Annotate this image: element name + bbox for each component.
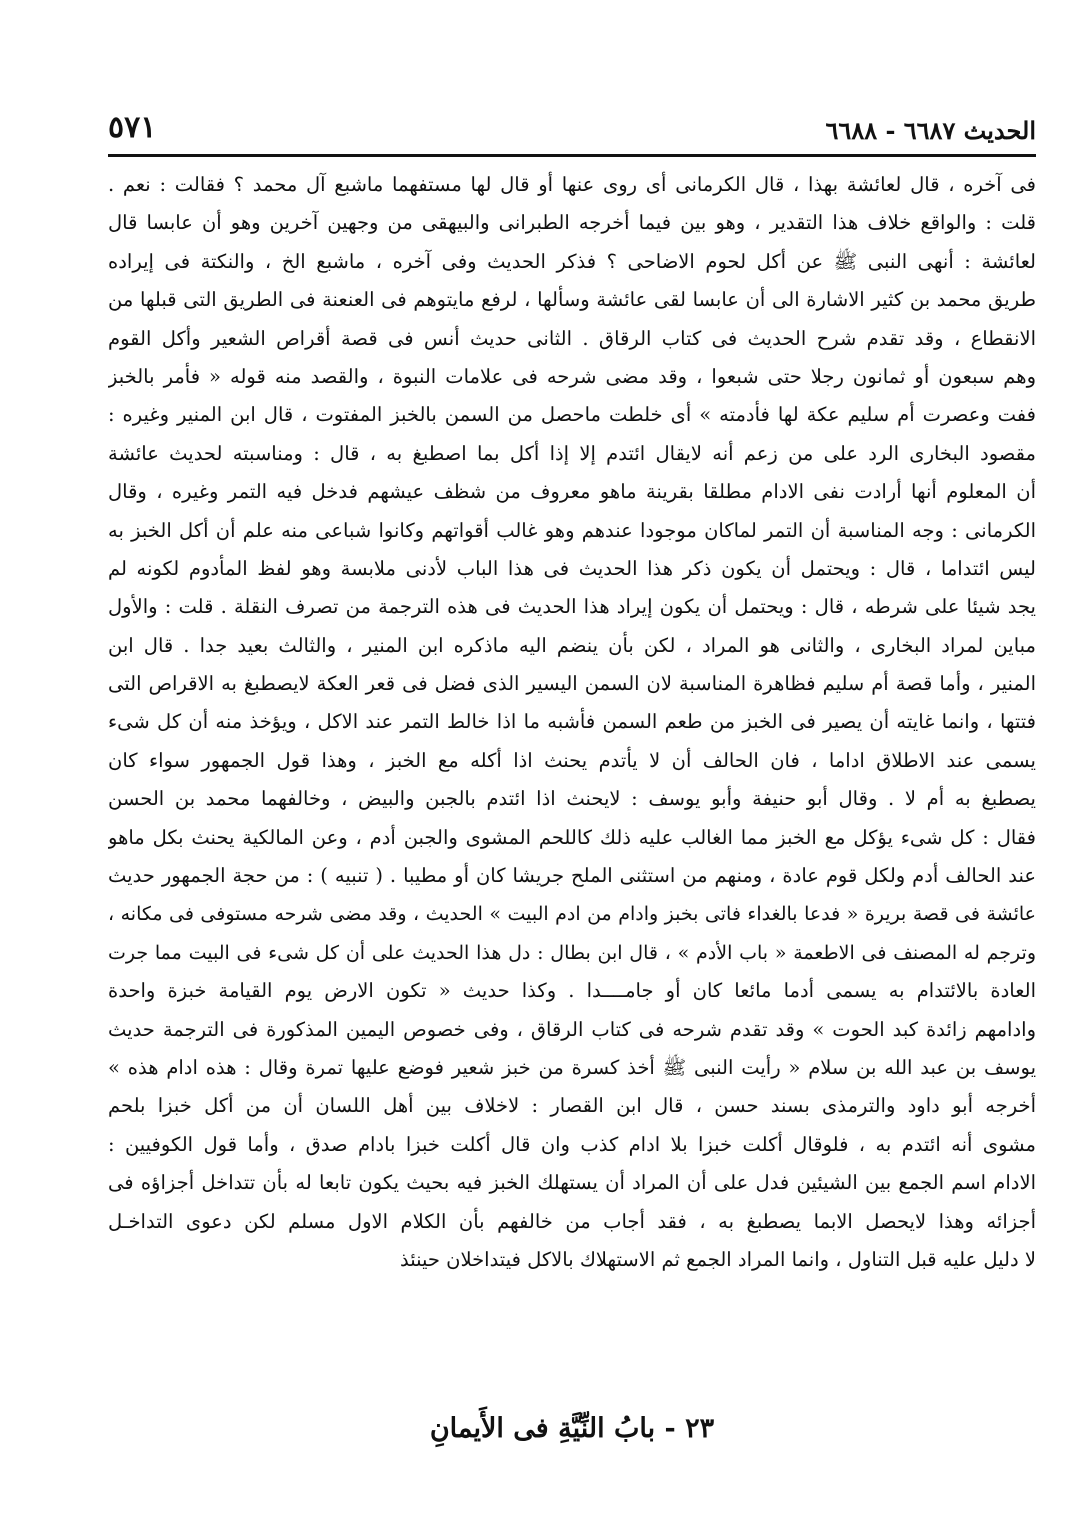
text-line: الادام اسم الجمع بين الشيئين فدل على أن المراد أن يستهلك الخبز فيه بحيث يكون تابعا له بأن تتداخل أجزاؤه فى	[108, 1171, 1036, 1195]
text-line: يسمى عند الاطلاق اداما ، فان الحالف أن لا يأتدم يحنث اذا أكله مع الخبز ، وهذا قول الجمهور سواء كان	[108, 748, 1036, 772]
text-line: فى آخره ، قال لعائشة بهذا ، قال الكرمانى أى روى عنها أو قال لها مستفهما ماشبع آل محمد ؟ فقالت : نعم .	[108, 173, 1036, 196]
running-header	[108, 110, 1036, 154]
text-line: وادامهم زائدة كبد الحوت » وقد تقدم شرحه فى كتاب الرقاق ، وفى خصوص اليمين المذكورة فى الترجمة حديث	[108, 1017, 1036, 1041]
text-line: يوسف بن عبد الله بن سلام « رأيت النبى ﷺ أخذ كسرة من خبز شعير فوضع عليها تمرة وقال : هذه ادام هذه »	[108, 1055, 1036, 1079]
text-line: لعائشة : أنهى النبى ﷺ عن أكل لحوم الاضاحى ؟ فذكر الحديث وفى آخره ، ماشبع الخ ، والنكتة فى إيراده	[108, 249, 1036, 273]
text-line: ليس ائتداما ، قال : ويحتمل أن يكون ذكر هذا الحديث فى هذا الباب لأدنى ملابسة وهو لفظ المأدوم لكونه لم	[108, 556, 1036, 580]
text-line: الكرمانى : وجه المناسبة أن التمر لماكان موجودا عندهم وهو غالب أقواتهم وكانوا شباعى منه علم أن أكل الخبز به	[108, 518, 1036, 542]
text-line: لا دليل عليه قبل التناول ، وانما المراد الجمع ثم الاستهلاك بالاكل فيتداخلان حينئذ	[400, 1247, 1036, 1271]
text-line: طريق محمد بن كثير الاشارة الى أن عابسا لقى عائشة وسألها ، لرفع مايتوهم فى العنعنة فى الطريق التى قبلها من	[108, 288, 1036, 312]
text-line: قلت : والواقع خلاف هذا التقدير ، وهو بين فيما أخرجه الطبرانى والبيهقى من وجهين آخرين وهو أن عابسا قال	[108, 211, 1036, 235]
text-line: الانقطاع ، وقد تقدم شرح الحديث فى كتاب الرقاق . الثانى حديث أنس فى قصة أقراص الشعير وأكل القوم	[108, 326, 1036, 350]
text-line: عائشة فى قصة بريرة « فدعا بالغداء فاتى بخبز وادام من ادم البيت » الحديث ، وقد مضى شرحه مستوفى فى مكانه ،	[108, 903, 1036, 926]
text-line: عند الحالف أدم ولكل قوم عادة ، ومنهم من استثنى الملح جريشا كان أو مطيبا . ( تنبيه ) : من حجة الجمهور حديث	[108, 864, 1036, 888]
text-line: يجد شيئا على شرطه ، قال : ويحتمل أن يكون إيراد هذا الحديث فى هذه الترجمة من تصرف النقلة . قلت : والأول	[108, 595, 1036, 619]
chapter-heading: ٢٣ - بابُ النِّيَّةِ فى الأَيمانِ	[429, 1413, 715, 1444]
text-line: العادة بالائتدام به يسمى أدما مائعا كان أو جامــــدا . وكذا حديث « تكون الارض يوم القيامة خبزة واحدة	[108, 979, 1036, 1003]
text-line: يصطبغ به أم لا . وقال أبو حنيفة وأبو يوسف : لايحنث اذا ائتدم بالجبن والبيض ، وخالفهما محمد بن الحسن	[108, 787, 1036, 811]
text-line: ففت وعصرت أم سليم عكة لها فأدمته » أى خلطت ماحصل من السمن بالخبز المفتوت ، قال ابن المنير وغيره :	[108, 403, 1036, 427]
text-line: مشوى أنه ائتدم به ، فلوقال أكلت خبزا بلا ادام كذب وان قال أكلت خبزا بادام صدق ، وأما قول الكوفيين :	[108, 1132, 1036, 1156]
text-line: أخرجه أبو داود والترمذى بسند حسن ، قال ابن القصار : لاخلاف بين أهل اللسان أن من أكل خبزا بلحم	[108, 1094, 1036, 1118]
text-line: فقال : كل شىء يؤكل مع الخبز مما الغالب عليه ذلك كاللحم المشوى والجبن أدم ، وعن المالكية يحنث بكل ماهو	[108, 825, 1036, 849]
text-line: مقصود البخارى الرد على من زعم أنه لايقال ائتدم إلا إذا أكل بما اصطبغ به ، قال : ومناسبته لحديث عائشة	[108, 441, 1036, 465]
text-line: فتتها ، وانما غايته أن يصير فى الخبز من طعم السمن فأشبه ما اذا خالط التمر عند الاكل ، ويؤخذ منه أن كل شىء	[108, 710, 1036, 734]
text-line: المنير ، وأما قصة أم سليم فظاهرة المناسبة لان السمن اليسير الذى فضل فى قعر العكة لايصطبغ به الاقراص التى	[108, 672, 1036, 696]
commentary-body	[108, 166, 1036, 1279]
page-number: ٥٧١	[108, 110, 157, 145]
hadith-range: الحديث ٦٦٨٧ - ٦٦٨٨	[825, 116, 1036, 145]
header-rule	[108, 154, 1036, 157]
text-line: أن المعلوم أنها أرادت نفى الادام مطلقا بقرينة ماهو معروف من شظف عيشهم فدخل فيه التمر وغيره ، وقال	[108, 480, 1036, 504]
text-line: مباين لمراد البخارى ، والثانى هو المراد ، لكن بأن ينضم اليه ماذكره ابن المنير ، والثالث بعيد جدا . قال ابن	[108, 633, 1036, 657]
text-line: أجزائه وهذا لايحصل الابما يصطبغ به ، فقد أجاب من خالفهم بأن الكلام الاول مسلم لكن دعوى التداخـل	[108, 1209, 1036, 1233]
text-line: وهم سبعون أو ثمانون رجلا حتى شبعوا ، وقد مضى شرحه فى علامات النبوة ، والقصد منه قوله « فأمر بالخبز	[108, 364, 1036, 388]
text-line: وترجم له المصنف فى الاطعمة « باب الأدم » ، قال ابن بطال : دل هذا الحديث على أن كل شىء فى البيت مما جرت	[108, 941, 1036, 964]
